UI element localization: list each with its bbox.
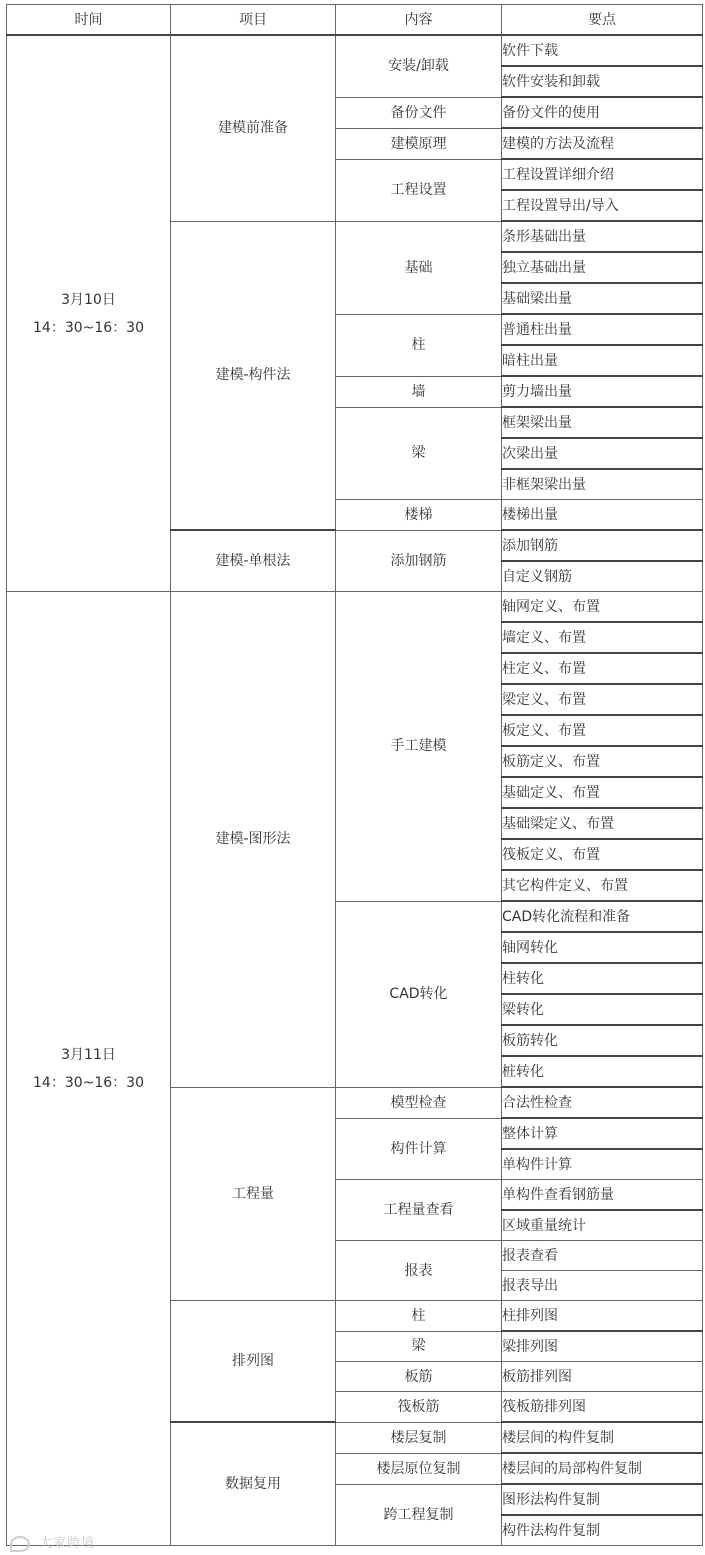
keypoint-cell: 基础定义、布置 [502, 777, 703, 808]
content-cell: 手工建模 [336, 592, 502, 902]
project-cell: 建模前准备 [171, 35, 336, 221]
keypoint-cell: 梁排列图 [502, 1331, 703, 1362]
keypoint-cell: 软件安装和卸载 [502, 66, 703, 97]
header-project: 项目 [171, 5, 336, 36]
keypoint-cell: 板筋定义、布置 [502, 746, 703, 777]
project-cell: 建模-单根法 [171, 530, 336, 592]
keypoint-cell: 基础梁定义、布置 [502, 808, 703, 839]
content-cell: 建模原理 [336, 128, 502, 159]
content-cell: 跨工程复制 [336, 1484, 502, 1546]
keypoint-cell: 柱排列图 [502, 1301, 703, 1332]
keypoint-cell: 筏板定义、布置 [502, 839, 703, 870]
keypoint-cell: 条形基础出量 [502, 221, 703, 252]
keypoint-cell: 报表导出 [502, 1271, 703, 1301]
content-cell: 墙 [336, 376, 502, 407]
content-cell: 备份文件 [336, 97, 502, 128]
schedule-table [6, 4, 703, 1546]
project-cell: 建模-构件法 [171, 221, 336, 530]
keypoint-cell: 楼层间的构件复制 [502, 1422, 703, 1453]
content-cell: 基础 [336, 221, 502, 314]
keypoint-cell: 桩转化 [502, 1056, 703, 1087]
session-date: 3月10日 [61, 291, 116, 308]
project-cell: 数据复用 [171, 1422, 336, 1546]
header-keypoint: 要点 [502, 5, 703, 36]
keypoint-cell: 整体计算 [502, 1118, 703, 1149]
keypoint-cell: 构件法构件复制 [502, 1515, 703, 1546]
content-cell: 筏板筋 [336, 1392, 502, 1423]
header-time: 时间 [7, 5, 171, 36]
keypoint-cell: 工程设置导出/导入 [502, 190, 703, 221]
keypoint-cell: 板定义、布置 [502, 715, 703, 746]
project-cell: 排列图 [171, 1301, 336, 1423]
keypoint-cell: 普通柱出量 [502, 314, 703, 345]
keypoint-cell: 轴网转化 [502, 932, 703, 963]
project-cell: 工程量 [171, 1087, 336, 1301]
content-cell: CAD转化 [336, 901, 502, 1087]
keypoint-cell: 框架梁出量 [502, 407, 703, 438]
keypoint-cell: 轴网定义、布置 [502, 592, 703, 623]
keypoint-cell: 梁转化 [502, 994, 703, 1025]
content-cell: 工程设置 [336, 159, 502, 221]
keypoint-cell: 筏板筋排列图 [502, 1392, 703, 1423]
content-cell: 梁 [336, 1331, 502, 1362]
header-content: 内容 [336, 5, 502, 36]
keypoint-cell: 板筋转化 [502, 1025, 703, 1056]
watermark [10, 1532, 95, 1552]
keypoint-cell: 独立基础出量 [502, 252, 703, 283]
keypoint-cell: 柱定义、布置 [502, 653, 703, 684]
keypoint-cell: 软件下载 [502, 35, 703, 66]
header-row [7, 5, 703, 36]
keypoint-cell: 剪力墙出量 [502, 376, 703, 407]
session-hours: 14：30~16：30 [33, 319, 144, 336]
table-row [7, 35, 703, 66]
content-cell: 柱 [336, 1301, 502, 1332]
table-row [7, 592, 703, 623]
keypoint-cell: 单构件计算 [502, 1149, 703, 1180]
keypoint-cell: 区域重量统计 [502, 1210, 703, 1241]
content-cell: 添加钢筋 [336, 530, 502, 592]
keypoint-cell: 图形法构件复制 [502, 1484, 703, 1515]
keypoint-cell: 非框架梁出量 [502, 469, 703, 500]
keypoint-cell: 楼梯出量 [502, 500, 703, 531]
keypoint-cell: 单构件查看钢筋量 [502, 1180, 703, 1211]
content-cell: 楼层复制 [336, 1422, 502, 1453]
keypoint-cell: 工程设置详细介绍 [502, 159, 703, 190]
content-cell: 梁 [336, 407, 502, 500]
content-cell: 报表 [336, 1241, 502, 1301]
keypoint-cell: 楼层间的局部构件复制 [502, 1453, 703, 1484]
keypoint-cell: 暗柱出量 [502, 345, 703, 376]
keypoint-cell: 基础梁出量 [502, 283, 703, 314]
keypoint-cell: 次梁出量 [502, 438, 703, 469]
session-time-1 [7, 35, 171, 592]
content-cell: 板筋 [336, 1362, 502, 1392]
session-date: 3月11日 [61, 1046, 116, 1063]
content-cell: 安装/卸载 [336, 35, 502, 97]
keypoint-cell: 添加钢筋 [502, 530, 703, 561]
keypoint-cell: 合法性检查 [502, 1087, 703, 1118]
keypoint-cell: 柱转化 [502, 963, 703, 994]
keypoint-cell: 报表查看 [502, 1241, 703, 1271]
content-cell: 工程量查看 [336, 1180, 502, 1241]
keypoint-cell: 墙定义、布置 [502, 622, 703, 653]
keypoint-cell: CAD转化流程和准备 [502, 901, 703, 932]
content-cell: 模型检查 [336, 1087, 502, 1118]
keypoint-cell: 自定义钢筋 [502, 561, 703, 592]
content-cell: 楼梯 [336, 500, 502, 531]
keypoint-cell: 备份文件的使用 [502, 97, 703, 128]
keypoint-cell: 梁定义、布置 [502, 684, 703, 715]
keypoint-cell: 其它构件定义、布置 [502, 870, 703, 901]
keypoint-cell: 板筋排列图 [502, 1362, 703, 1392]
watermark-text: 大家跨境 [39, 1536, 96, 1551]
watermark-logo-icon [10, 1536, 30, 1552]
project-cell: 建模-图形法 [171, 592, 336, 1088]
content-cell: 柱 [336, 314, 502, 376]
session-time-2 [7, 592, 171, 1546]
content-cell: 楼层原位复制 [336, 1453, 502, 1484]
content-cell: 构件计算 [336, 1118, 502, 1180]
keypoint-cell: 建模的方法及流程 [502, 128, 703, 159]
session-hours: 14：30~16：30 [33, 1074, 144, 1091]
